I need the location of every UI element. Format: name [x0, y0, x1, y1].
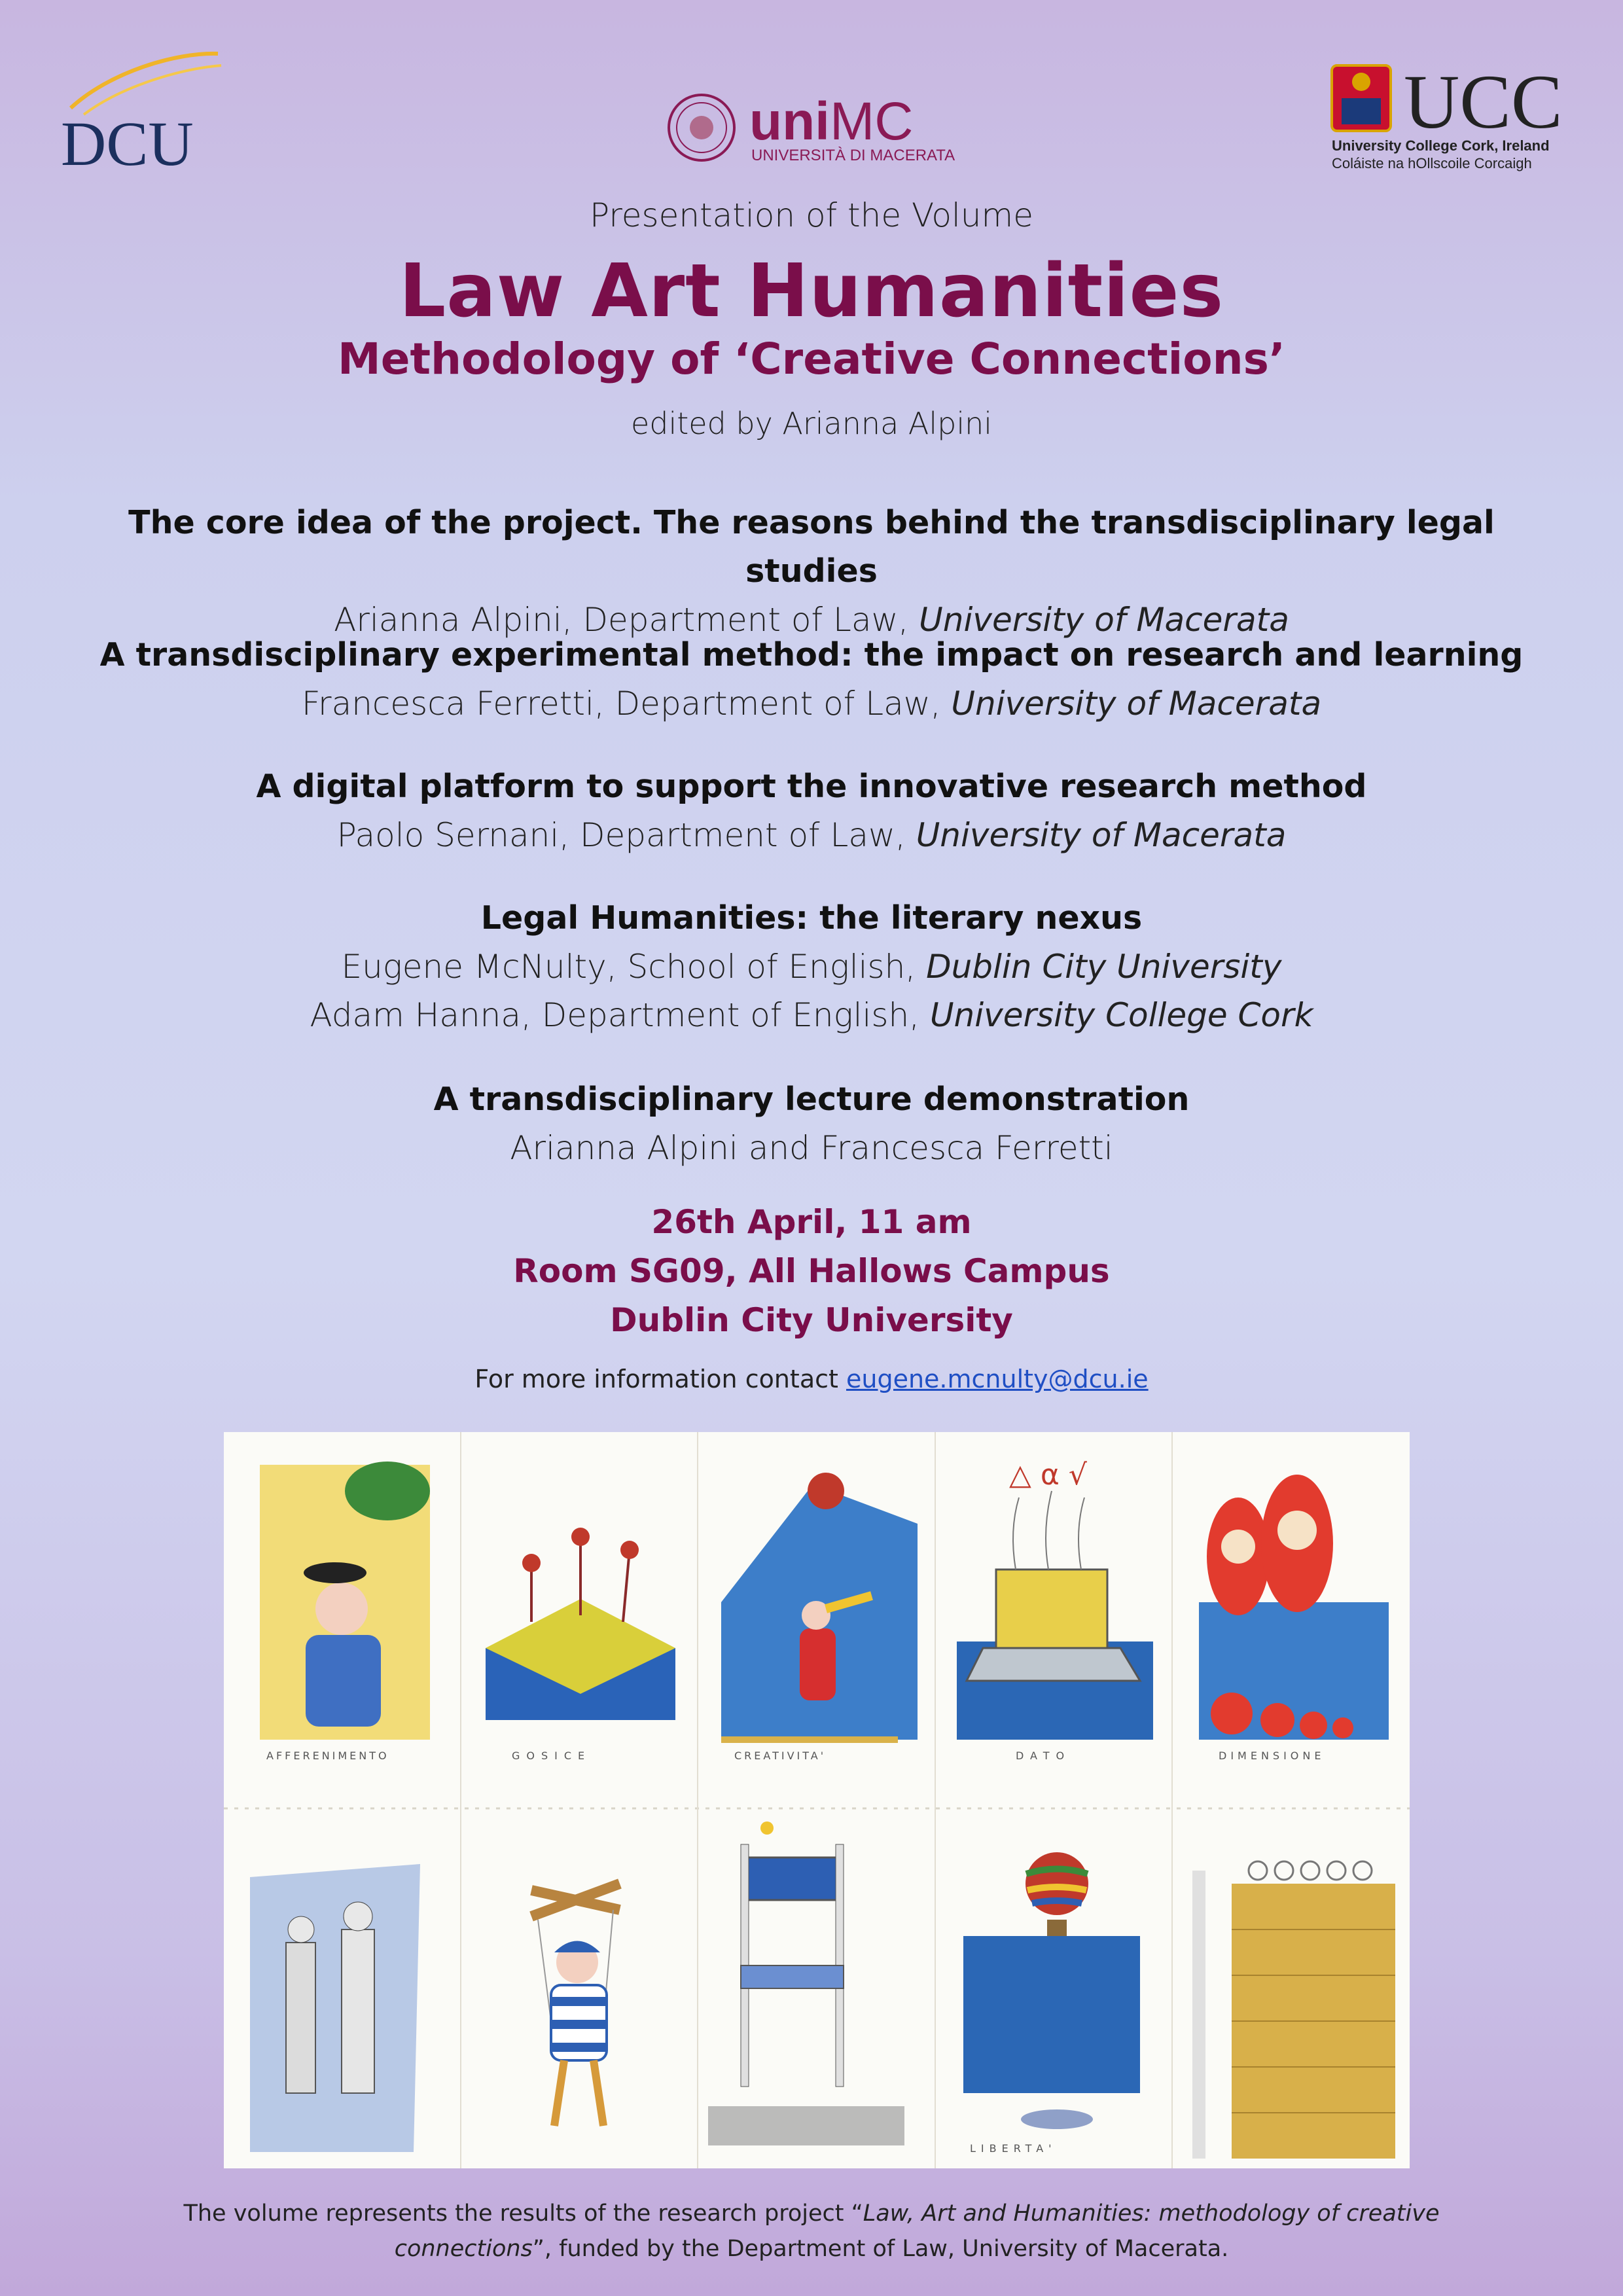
- svg-text:△ α √: △ α √: [1009, 1458, 1087, 1492]
- event-room: Room SG09, All Hallows Campus: [513, 1252, 1110, 1290]
- talk-speaker: Francesca Ferretti, Department of Law, University of Macerata: [301, 685, 1322, 723]
- volume-title: Law Art Humanities: [399, 249, 1224, 334]
- talk-title: The core idea of the project. The reasons behind the transdisciplinary legal studies: [128, 504, 1495, 590]
- panel-caption: LIBERTA': [970, 2142, 1057, 2155]
- speaker-affiliation: University of Macerata: [919, 601, 1289, 639]
- unimc-subtitle: UNIVERSITÀ DI MACERATA: [751, 147, 955, 164]
- talk-speaker: Eugene McNulty, School of English, Dublin City University: [341, 948, 1282, 986]
- contact-label: For more information contact: [474, 1365, 846, 1393]
- svg-text:uniMC: [749, 92, 914, 151]
- editor-line: edited by Arianna Alpini: [630, 406, 993, 441]
- talk-item: [65, 1075, 1558, 1172]
- talk-speaker: Arianna Alpini, Department of Law, University of Macerata: [334, 601, 1289, 639]
- ucc-logo: [1329, 62, 1577, 173]
- ucc-line2: Coláiste na hOllscoile Corcaigh: [1332, 155, 1532, 171]
- project-title: Law, Art and Humanities: methodology of creative connections: [394, 2200, 1440, 2262]
- panel-caption: AFFERENIMENTO: [266, 1749, 389, 1762]
- talk-item: [65, 894, 1558, 1039]
- talk-title: A transdisciplinary experimental method: the impact on research and learning: [99, 636, 1524, 673]
- dcu-logo-text: DCU: [61, 109, 194, 177]
- talk-title: Legal Humanities: the literary nexus: [480, 899, 1143, 937]
- event-venue: Dublin City University: [610, 1301, 1013, 1339]
- talk-item: [65, 631, 1558, 728]
- unimc-brand-bold: uni: [749, 92, 830, 151]
- speaker-affiliation: University of Macerata: [951, 685, 1322, 723]
- talk-speaker: Arianna Alpini and Francesca Ferretti: [510, 1129, 1113, 1167]
- event-date: 26th April, 11 am: [651, 1203, 972, 1241]
- unimc-brand-regular: MC: [829, 92, 914, 151]
- panel-caption: CREATIVITA': [734, 1749, 827, 1762]
- speaker-affiliation: Dublin City University: [926, 948, 1282, 986]
- talk-title: A transdisciplinary lecture demonstration: [433, 1081, 1190, 1118]
- unimc-logo: [668, 88, 955, 167]
- ucc-line1: University College Cork, Ireland: [1332, 137, 1550, 154]
- contact-line: [0, 1365, 1623, 1393]
- talk-item: [65, 499, 1558, 644]
- talk-item: [65, 762, 1558, 859]
- volume-subtitle: Methodology of ‘Creative Connections’: [338, 334, 1285, 384]
- talk-speaker: Paolo Sernani, Department of Law, University of Macerata: [336, 816, 1287, 854]
- ucc-brand: UCC: [1404, 62, 1563, 145]
- illustration-gallery: [224, 1432, 1410, 2168]
- talk-title: A digital platform to support the innovative research method: [256, 768, 1367, 805]
- talk-speaker: Adam Hanna, Department of English, University College Cork: [310, 996, 1313, 1034]
- contact-email-link[interactable]: eugene.mcnulty@dcu.ie: [846, 1365, 1149, 1393]
- panel-caption: DATO: [1016, 1749, 1071, 1762]
- speaker-affiliation: University of Macerata: [916, 816, 1287, 854]
- panel-caption: GOSICE: [512, 1749, 592, 1762]
- speaker-affiliation: University College Cork: [929, 996, 1313, 1034]
- illustration-panel: [260, 1462, 430, 1762]
- illustration-panel: [250, 1864, 420, 2152]
- footnote: The volume represents the results of the research project “Law, Art and Humanities: methodology of creative connections”, funded by the Department of Law, University of Macerata.: [183, 2200, 1440, 2262]
- dcu-logo: [58, 46, 228, 177]
- event-details: [0, 1198, 1623, 1345]
- panel-caption: DIMENSIONE: [1219, 1749, 1325, 1762]
- presentation-label: Presentation of the Volume: [590, 196, 1033, 234]
